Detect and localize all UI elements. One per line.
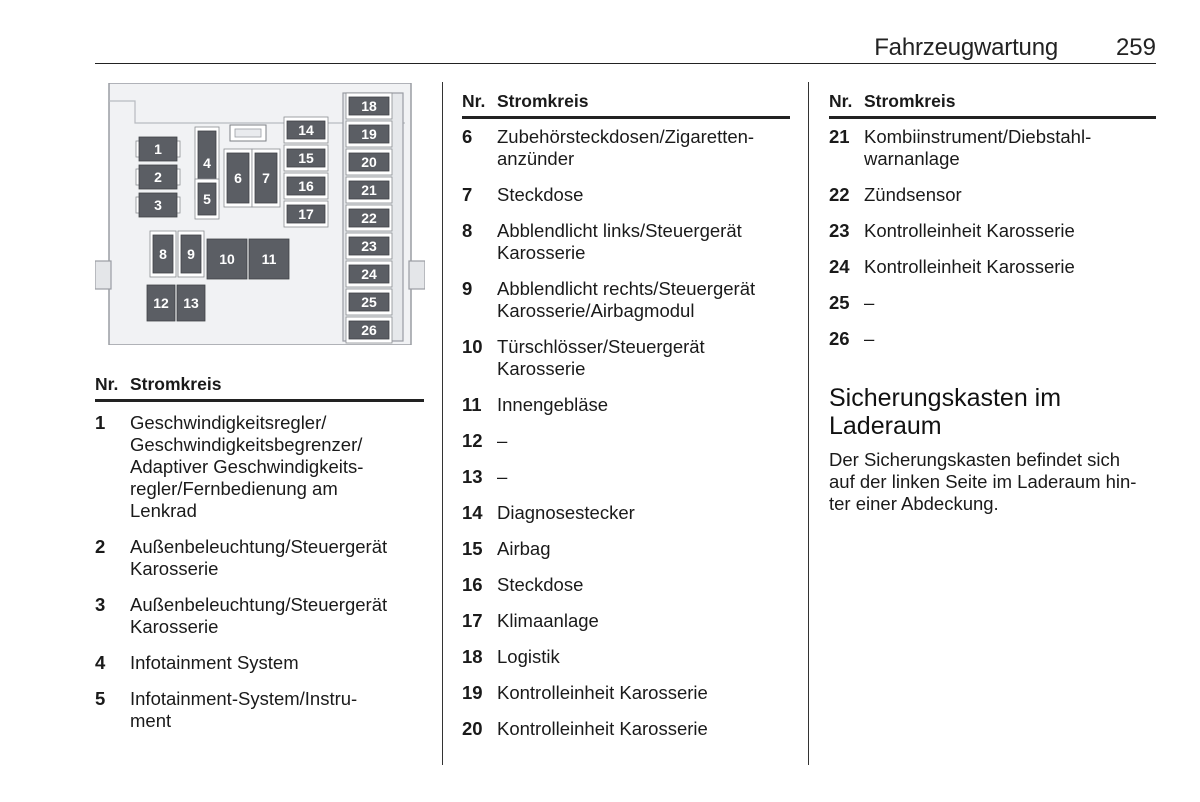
fuse-row xyxy=(462,538,792,560)
fuse-number: 9 xyxy=(462,278,473,299)
fuse-circuit: – xyxy=(497,430,508,451)
fuse-circuit: Diagnosestecker xyxy=(497,502,635,523)
fuse-label: 24 xyxy=(361,266,377,282)
fuse-number: 13 xyxy=(462,466,483,487)
fuse-label: 8 xyxy=(159,246,167,262)
table-header-rule xyxy=(829,116,1156,119)
fuse-20 xyxy=(346,149,392,175)
fuse-circuit: Türschlösser/Steuergerät Karosserie xyxy=(497,336,705,379)
fuse-label: 13 xyxy=(183,295,199,311)
fuse-row xyxy=(95,536,425,580)
fuse-number: 10 xyxy=(462,336,483,357)
fuse-label: 11 xyxy=(261,251,277,267)
fuse-circuit: Airbag xyxy=(497,538,551,559)
spare-slot-inner xyxy=(235,129,261,137)
fuse-number: 3 xyxy=(95,594,106,615)
fuse-row xyxy=(462,646,792,668)
fuse-3 xyxy=(136,193,180,217)
table-header-nr: Nr. xyxy=(462,91,486,111)
fuse-circuit: Infotainment System xyxy=(130,652,299,673)
table-header xyxy=(462,91,588,112)
fuse-circuit: Zubehörsteckdosen/Zigaretten- anzünder xyxy=(497,126,755,169)
fuse-18 xyxy=(346,93,392,119)
fuse-number: 12 xyxy=(462,430,483,451)
fuse-22 xyxy=(346,205,392,231)
fuse-label: 12 xyxy=(153,295,169,311)
fuse-row xyxy=(462,336,792,380)
fuse-number: 23 xyxy=(829,220,850,241)
fuse-label: 18 xyxy=(361,98,377,114)
fuse-row xyxy=(462,126,792,170)
fuse-number: 26 xyxy=(829,328,850,349)
fuse-24 xyxy=(346,261,392,287)
fuse-11 xyxy=(249,239,289,279)
right-mount-tab xyxy=(409,261,425,289)
fuse-row xyxy=(829,292,1159,314)
fuse-row xyxy=(829,220,1159,242)
fuse-row xyxy=(829,328,1159,350)
fuse-label: 9 xyxy=(187,246,195,262)
fuse-circuit: Geschwindigkeitsregler/ Geschwindigkeitsbegrenzer/ Adaptiver Geschwindigkeits- regler/Fernbedienung am Lenkrad xyxy=(130,412,364,521)
fuse-box-diagram xyxy=(95,83,425,345)
table-header xyxy=(95,374,221,395)
fuse-circuit: Infotainment-System/Instru- ment xyxy=(130,688,358,731)
fuse-26 xyxy=(346,317,392,343)
fuse-label: 20 xyxy=(361,154,377,170)
section-heading-text: Sicherungskasten im Laderaum xyxy=(829,384,1062,440)
fuse-label: 4 xyxy=(203,155,211,171)
fuse-number: 19 xyxy=(462,682,483,703)
fuse-label: 26 xyxy=(361,322,377,338)
fuse-label: 7 xyxy=(262,170,270,186)
fuse-2 xyxy=(136,165,180,189)
page-number: 259 xyxy=(1115,34,1156,61)
fuse-10 xyxy=(207,239,247,279)
fuse-number: 1 xyxy=(95,412,106,433)
table-header-nr: Nr. xyxy=(829,91,853,111)
fuse-label: 3 xyxy=(154,197,162,213)
fuse-label: 21 xyxy=(361,182,377,198)
fuse-row xyxy=(462,502,792,524)
fuse-label: 16 xyxy=(298,178,314,194)
fuse-row xyxy=(462,184,792,206)
fuse-number: 4 xyxy=(95,652,106,673)
fuse-label: 1 xyxy=(154,141,162,157)
fuse-circuit: Innengebläse xyxy=(497,394,609,415)
fuse-number: 20 xyxy=(462,718,483,739)
fuse-number: 21 xyxy=(829,126,850,147)
fuse-circuit: Logistik xyxy=(497,646,560,667)
fuse-list-column-2 xyxy=(462,126,792,754)
fuse-14 xyxy=(284,117,328,143)
fuse-row xyxy=(95,594,425,638)
fuse-row xyxy=(462,466,792,488)
fuse-number: 17 xyxy=(462,610,483,631)
fuse-label: 6 xyxy=(234,170,242,186)
fuse-23 xyxy=(346,233,392,259)
fuse-number: 2 xyxy=(95,536,106,557)
fuse-label: 15 xyxy=(298,150,314,166)
fuse-row xyxy=(462,394,792,416)
fuse-row xyxy=(462,682,792,704)
fuse-row xyxy=(829,184,1159,206)
fuse-13 xyxy=(177,285,205,321)
fuse-6 xyxy=(224,149,252,207)
table-header-rule xyxy=(95,399,424,402)
fuse-list-column-1 xyxy=(95,412,425,746)
fuse-7 xyxy=(252,149,280,207)
section-body-text: Der Sicherungskasten befindet sich auf der linken Seite im Laderaum hin- ter einer Abdeckung. xyxy=(829,449,1137,514)
fuse-circuit: Außenbeleuchtung/Steuergerät Karosserie xyxy=(130,536,388,579)
fuse-circuit: Klimaanlage xyxy=(497,610,599,631)
fuse-row xyxy=(462,718,792,740)
fuse-row xyxy=(829,126,1159,170)
fuse-box-drawing xyxy=(95,83,425,345)
table-header-circuit: Stromkreis xyxy=(864,91,956,111)
fuse-19 xyxy=(346,121,392,147)
fuse-label: 14 xyxy=(298,122,314,138)
fuse-label: 25 xyxy=(361,294,377,310)
fuse-row xyxy=(95,412,425,522)
fuse-5 xyxy=(195,179,219,219)
fuse-circuit: Kontrolleinheit Karosserie xyxy=(864,256,1075,277)
column-divider xyxy=(808,82,809,765)
fuse-circuit: – xyxy=(864,292,875,313)
table-header-circuit: Stromkreis xyxy=(130,374,222,394)
section-heading xyxy=(829,384,1061,440)
left-mount-tab xyxy=(95,261,111,289)
fuse-number: 16 xyxy=(462,574,483,595)
table-header xyxy=(829,91,955,112)
table-header-rule xyxy=(462,116,790,119)
fuse-label: 23 xyxy=(361,238,377,254)
fuse-number: 8 xyxy=(462,220,473,241)
fuse-list-column-3 xyxy=(829,126,1159,364)
fuse-label: 2 xyxy=(154,169,162,185)
fuse-row xyxy=(462,278,792,322)
fuse-row xyxy=(462,610,792,632)
table-header-circuit: Stromkreis xyxy=(497,91,589,111)
fuse-row xyxy=(95,688,425,732)
fuse-circuit: Kontrolleinheit Karosserie xyxy=(497,682,708,703)
fuse-row xyxy=(462,220,792,264)
fuse-circuit: Steckdose xyxy=(497,574,584,595)
fuse-number: 5 xyxy=(95,688,106,709)
fuse-row xyxy=(829,256,1159,278)
fuse-number: 15 xyxy=(462,538,483,559)
fuse-9 xyxy=(178,231,204,277)
fuse-circuit: – xyxy=(497,466,508,487)
fuse-number: 25 xyxy=(829,292,850,313)
fuse-15 xyxy=(284,145,328,171)
fuse-circuit: Kontrolleinheit Karosserie xyxy=(864,220,1075,241)
fuse-number: 14 xyxy=(462,502,483,523)
section-body xyxy=(829,449,1159,515)
fuse-circuit: Abblendlicht links/Steuergerät Karosserie xyxy=(497,220,742,263)
fuse-label: 22 xyxy=(361,210,377,226)
fuse-row xyxy=(95,652,425,674)
fuse-circuit: – xyxy=(864,328,875,349)
fuse-circuit: Zündsensor xyxy=(864,184,962,205)
fuse-circuit: Steckdose xyxy=(497,184,584,205)
fuse-number: 11 xyxy=(462,394,482,415)
table-header-nr: Nr. xyxy=(95,374,119,394)
fuse-number: 6 xyxy=(462,126,473,147)
fuse-label: 10 xyxy=(219,251,235,267)
fuse-number: 18 xyxy=(462,646,483,667)
fuse-circuit: Abblendlicht rechts/Steuergerät Karosserie/Airbagmodul xyxy=(497,278,756,321)
fuse-circuit: Kombiinstrument/Diebstahl- warnanlage xyxy=(864,126,1092,169)
fuse-label: 19 xyxy=(361,126,377,142)
fuse-circuit: Kontrolleinheit Karosserie xyxy=(497,718,708,739)
fuse-number: 7 xyxy=(462,184,473,205)
fuse-row xyxy=(462,430,792,452)
fuse-label: 5 xyxy=(203,191,211,207)
page-title: Fahrzeugwartung xyxy=(874,34,1058,61)
fuse-number: 24 xyxy=(829,256,850,277)
fuse-25 xyxy=(346,289,392,315)
fuse-17 xyxy=(284,201,328,227)
header-rule xyxy=(95,63,1156,64)
fuse-number: 22 xyxy=(829,184,850,205)
fuse-12 xyxy=(147,285,175,321)
fuse-circuit: Außenbeleuchtung/Steuergerät Karosserie xyxy=(130,594,388,637)
fuse-16 xyxy=(284,173,328,199)
fuse-8 xyxy=(150,231,176,277)
fuse-1 xyxy=(136,137,180,161)
fuse-label: 17 xyxy=(298,206,314,222)
fuse-21 xyxy=(346,177,392,203)
column-divider xyxy=(442,82,443,765)
fuse-row xyxy=(462,574,792,596)
